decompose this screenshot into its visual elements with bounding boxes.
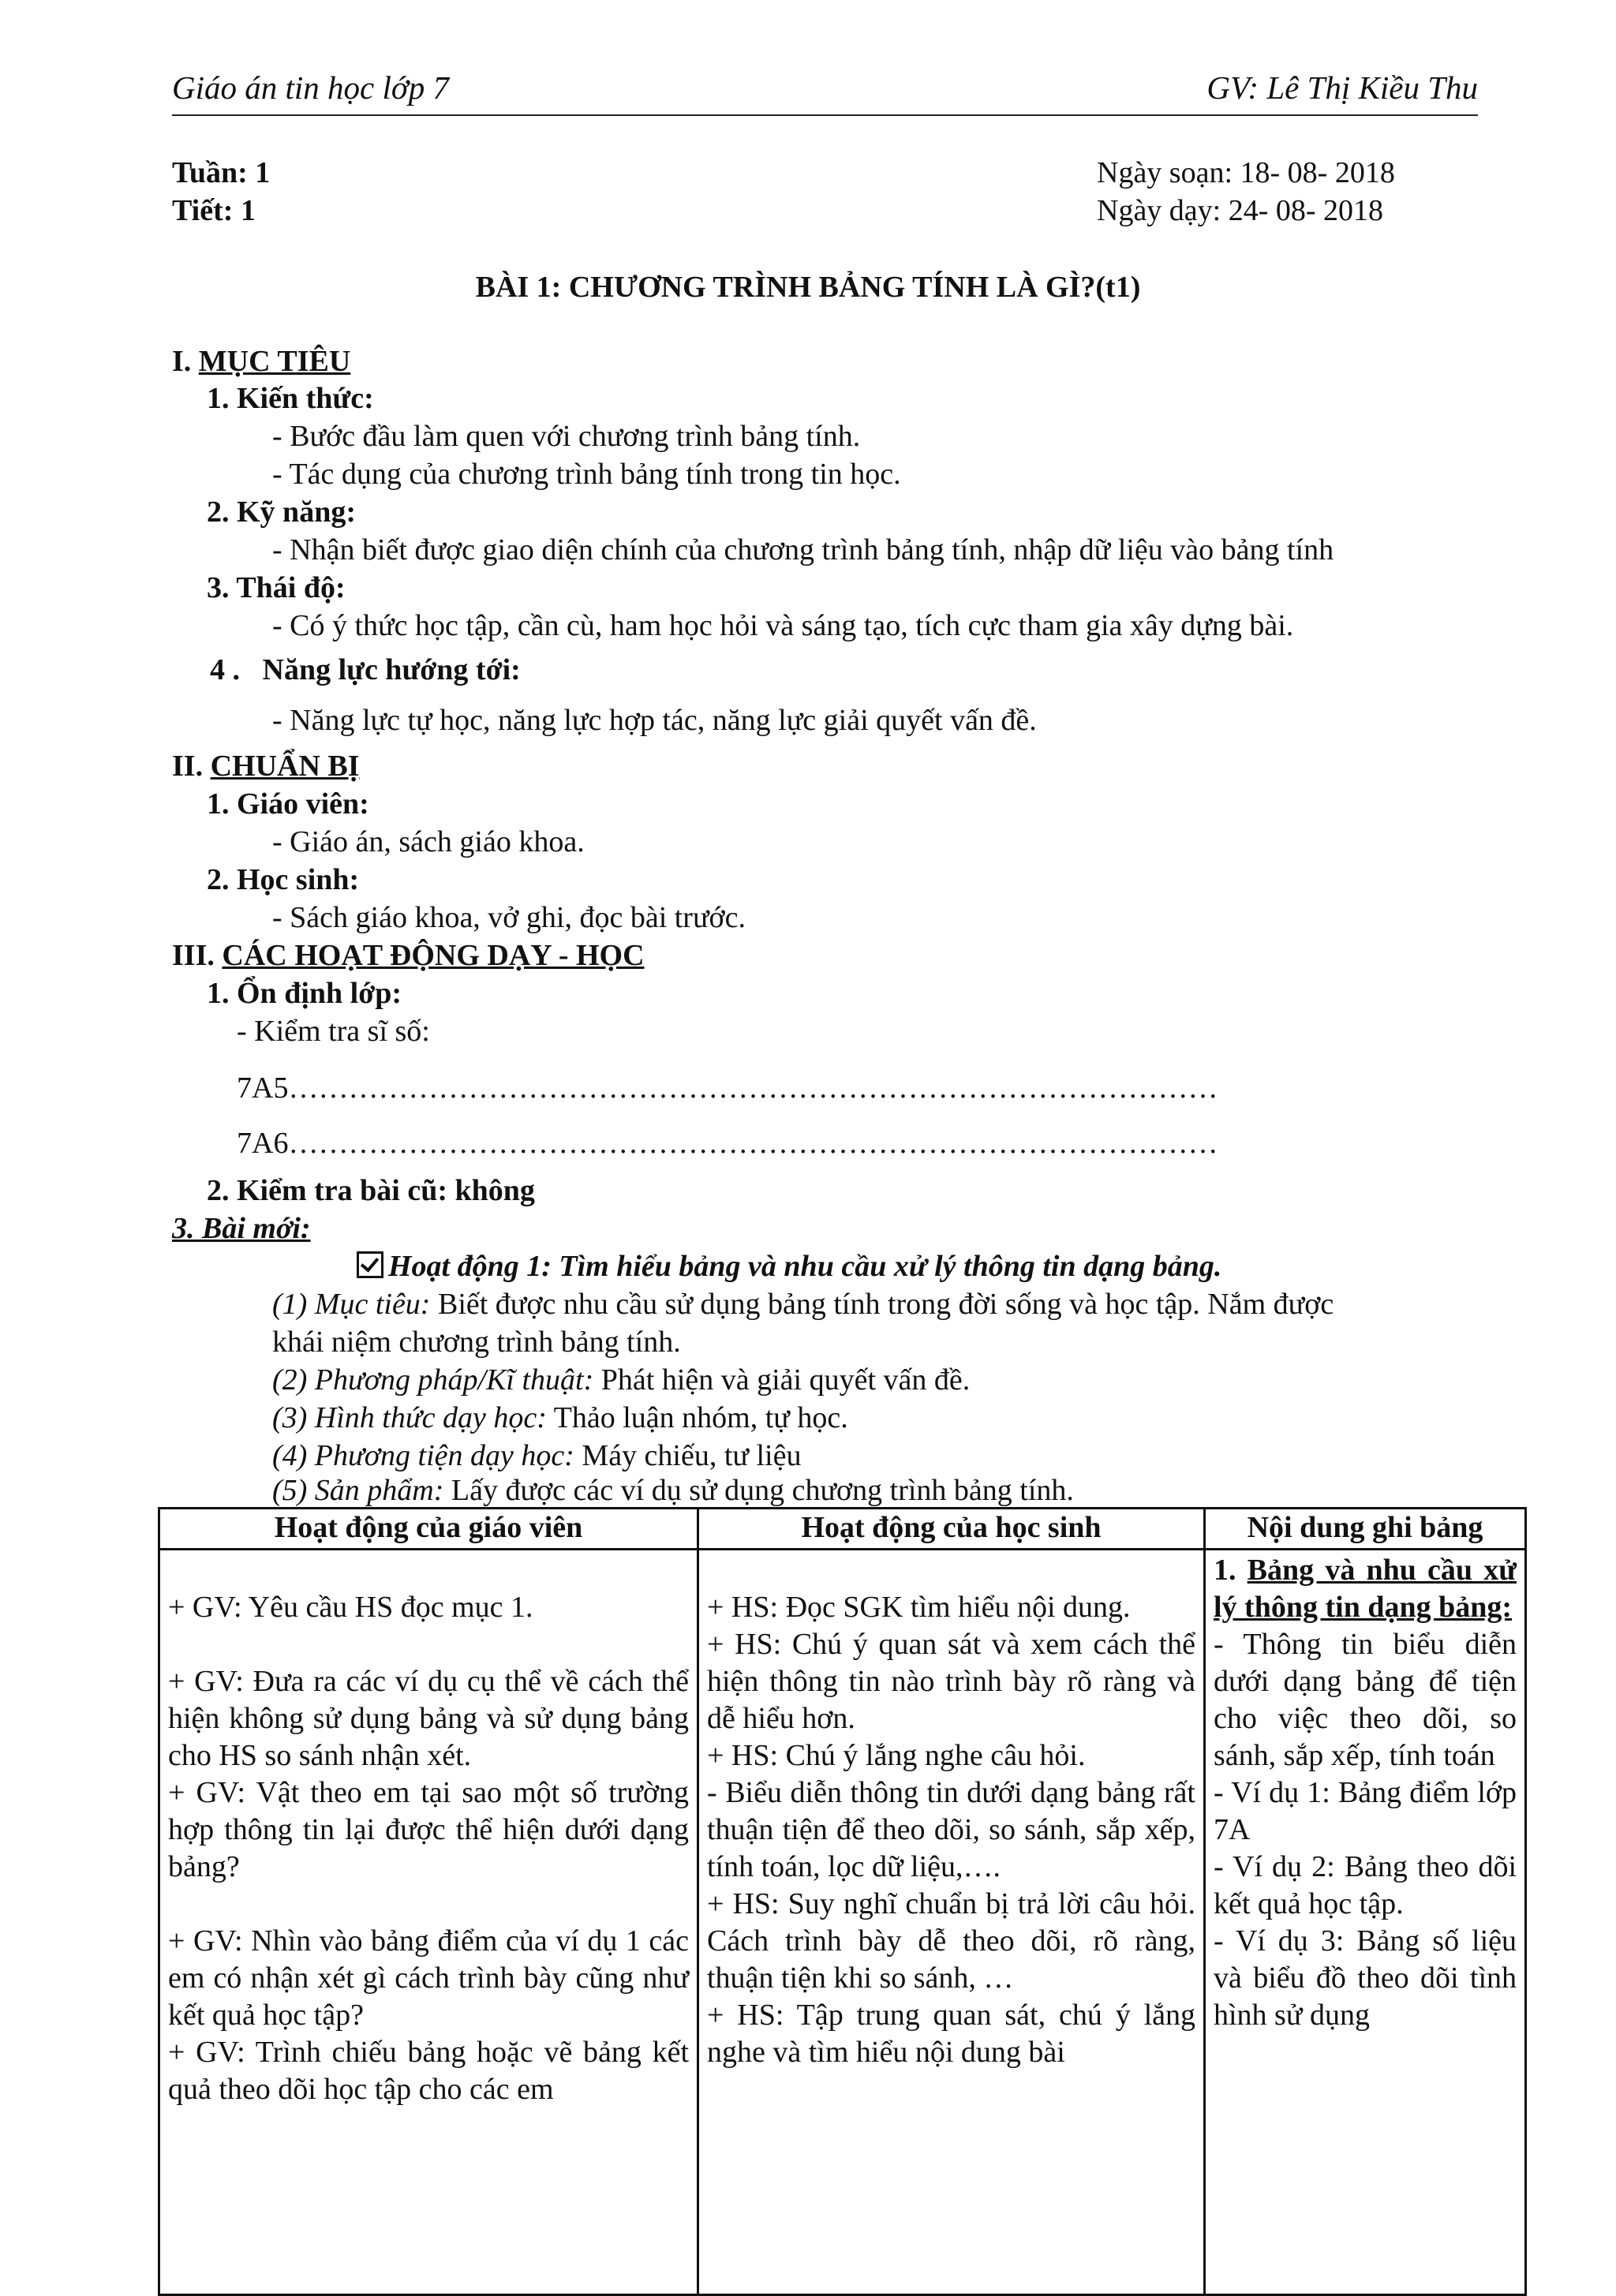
prep-date: Ngày soạn: 18- 08- 2018 — [1097, 156, 1395, 189]
student-prep-item: - Sách giáo khoa, vở ghi, đọc bài trước. — [272, 901, 746, 934]
period-label: Tiết: 1 — [172, 194, 256, 227]
activity-means — [272, 1438, 802, 1475]
goal-label: (1) Mục tiêu: — [272, 1288, 431, 1321]
teacher-prep-item: - Giáo án, sách giáo khoa. — [272, 825, 585, 858]
form-label: (3) Hình thức dạy học: — [272, 1401, 547, 1434]
attitude-item: - Có ý thức học tập, cần cù, ham học hỏi và sáng tạo, tích cực tham gia xây dựng bài. — [272, 609, 1294, 642]
student-cell — [698, 1550, 1205, 2295]
content-title-text: Bảng và nhu cầu xử lý thông tin dạng bảng: — [1214, 1554, 1517, 1624]
student-step: + HS: Chú ý lắng nghe câu hỏi. — [707, 1739, 1086, 1772]
teacher-step: + GV: Đưa ra các ví dụ cụ thể về cách thể hiện không sử dụng bảng và sử dụng bảng cho HS so sánh nhận xét. — [168, 1665, 689, 1772]
header-content: Nội dung ghi bảng — [1205, 1509, 1526, 1550]
product-text: Lấy được các ví dụ sử dụng chương trình bảng tính. — [443, 1474, 1074, 1507]
competence-heading — [210, 652, 521, 689]
lesson-title: BÀI 1: CHƯƠNG TRÌNH BẢNG TÍNH LÀ GÌ?(t1) — [475, 271, 1141, 304]
checkbox-icon — [357, 1251, 383, 1278]
stabilize-title: 1. Ổn định lớp: — [207, 977, 402, 1010]
method-text: Phát hiện và giải quyết vấn đề. — [593, 1363, 971, 1397]
attitude-title: 3. Thái độ: — [207, 571, 346, 604]
student-step: + HS: Suy nghĩ chuẩn bị trả lời câu hỏi. Cách trình bày dễ theo dõi, rõ ràng, thuận tiện khi so sánh, … — [707, 1887, 1195, 1995]
knowledge-title: 1. Kiến thức: — [207, 382, 374, 415]
knowledge-item: - Bước đầu làm quen với chương trình bảng tính. — [272, 420, 861, 453]
product-label: (5) Sản phẩm: — [272, 1474, 444, 1507]
content-title-num: 1. — [1214, 1554, 1248, 1587]
content-item: - Thông tin biểu diễn dưới dạng bảng để tiện cho việc theo dõi, so sánh, sắp xếp, tính toán — [1214, 1628, 1517, 1772]
header-right: GV: Lê Thị Kiều Thu — [1206, 69, 1478, 106]
activity-1-title-row — [357, 1248, 1221, 1285]
activity-method — [272, 1362, 970, 1399]
method-label: (2) Phương pháp/Kĩ thuật: — [272, 1363, 594, 1397]
content-title — [1214, 1552, 1517, 1626]
teacher-prep-title: 1. Giáo viên: — [207, 787, 369, 821]
section-2-num: II. — [172, 750, 211, 783]
knowledge-item: - Tác dụng của chương trình bảng tính trong tin học. — [272, 458, 901, 491]
section-1-num: I. — [172, 345, 199, 378]
skill-item: - Nhận biết được giao diện chính của chương trình bảng tính, nhập dữ liệu vào bảng tính — [272, 533, 1334, 567]
competence-title: Năng lực hướng tới: — [262, 653, 521, 686]
header-rule — [172, 114, 1478, 116]
header-left: Giáo án tin học lớp 7 — [172, 69, 450, 106]
spacer — [707, 1552, 1195, 1589]
student-step: + HS: Tập trung quan sát, chú ý lắng nghe và tìm hiểu nội dung bài — [707, 1999, 1195, 2069]
content-item: - Ví dụ 3: Bảng số liệu và biểu đồ theo dõi tình hình sử dụng — [1214, 1924, 1517, 2032]
student-step: + HS: Chú ý quan sát và xem cách thể hiện thông tin nào trình bày rõ ràng và dễ hiểu hơn. — [707, 1628, 1195, 1735]
skill-title: 2. Kỹ năng: — [207, 495, 356, 529]
activity-form — [272, 1400, 848, 1437]
attendance-check: - Kiểm tra sĩ số: — [237, 1015, 430, 1048]
section-1-heading — [172, 343, 350, 380]
class-7a5-line: 7A5………………………………………………………………………………… — [237, 1071, 1218, 1105]
activity-product — [272, 1472, 1074, 1509]
section-3-title: CÁC HOẠT ĐỘNG DẠY - HỌC — [222, 939, 645, 972]
activity-goal — [272, 1286, 1334, 1323]
section-3-heading — [172, 937, 645, 974]
new-lesson-title: 3. Bài mới: — [172, 1212, 311, 1245]
header-teacher: Hoạt động của giáo viên — [159, 1509, 698, 1550]
competence-item: - Năng lực tự học, năng lực hợp tác, năng lực giải quyết vấn đề. — [272, 704, 1037, 737]
teacher-step: + GV: Yêu cầu HS đọc mục 1. — [168, 1591, 533, 1624]
activity-table — [158, 1507, 1527, 2296]
activity-goal-cont: khái niệm chương trình bảng tính. — [272, 1326, 681, 1359]
content-item: - Ví dụ 2: Bảng theo dõi kết quả học tập. — [1214, 1850, 1517, 1920]
section-1-title: MỤC TIÊU — [198, 345, 351, 378]
content-item: - Ví dụ 1: Bảng điểm lớp 7A — [1214, 1776, 1517, 1846]
section-3-num: III. — [172, 939, 223, 972]
spacer — [168, 1886, 689, 1923]
spacer — [168, 1626, 689, 1663]
week-label: Tuần: 1 — [172, 156, 271, 189]
student-step: - Biểu diễn thông tin dưới dạng bảng rất thuận tiện để theo dõi, so sánh, sắp xếp, tính toán, lọc dữ liệu,…. — [707, 1776, 1195, 1883]
section-2-title: CHUẨN BỊ — [210, 750, 360, 783]
header-student: Hoạt động của học sinh — [698, 1509, 1205, 1550]
section-2-heading — [172, 748, 360, 785]
student-prep-title: 2. Học sinh: — [207, 863, 360, 896]
table-row — [159, 1550, 1526, 2295]
teacher-step: + GV: Vật theo em tại sao một số trường hợp thông tin lại được thể hiện dưới dạng bảng? — [168, 1776, 689, 1883]
activity-1-title: Hoạt động 1: Tìm hiểu bảng và nhu cầu xử lý thông tin dạng bảng. — [388, 1250, 1222, 1283]
teach-date: Ngày dạy: 24- 08- 2018 — [1097, 194, 1384, 227]
teacher-cell — [159, 1550, 698, 2295]
content-cell — [1205, 1550, 1526, 2295]
means-text: Máy chiếu, tư liệu — [574, 1439, 802, 1472]
teacher-step: + GV: Nhìn vào bảng điểm của ví dụ 1 các em có nhận xét gì cách trình bày cũng như kết quả học tập? — [168, 1924, 689, 2032]
class-7a6-line: 7A6………………………………………………………………………………… — [237, 1127, 1218, 1160]
teacher-step: + GV: Trình chiếu bảng hoặc vẽ bảng kết quả theo dõi học tập cho các em — [168, 2036, 689, 2106]
goal-text: Biết được nhu cầu sử dụng bảng tính trong đời sống và học tập. Nắm được — [430, 1288, 1334, 1321]
form-text: Thảo luận nhóm, tự học. — [546, 1401, 848, 1434]
spacer — [168, 1552, 689, 1589]
competence-num: 4 . — [210, 653, 240, 686]
table-header-row — [159, 1509, 1526, 1550]
old-lesson-check: 2. Kiểm tra bài cũ: không — [207, 1174, 535, 1207]
means-label: (4) Phương tiện dạy học: — [272, 1439, 574, 1472]
student-step: + HS: Đọc SGK tìm hiểu nội dung. — [707, 1591, 1131, 1624]
